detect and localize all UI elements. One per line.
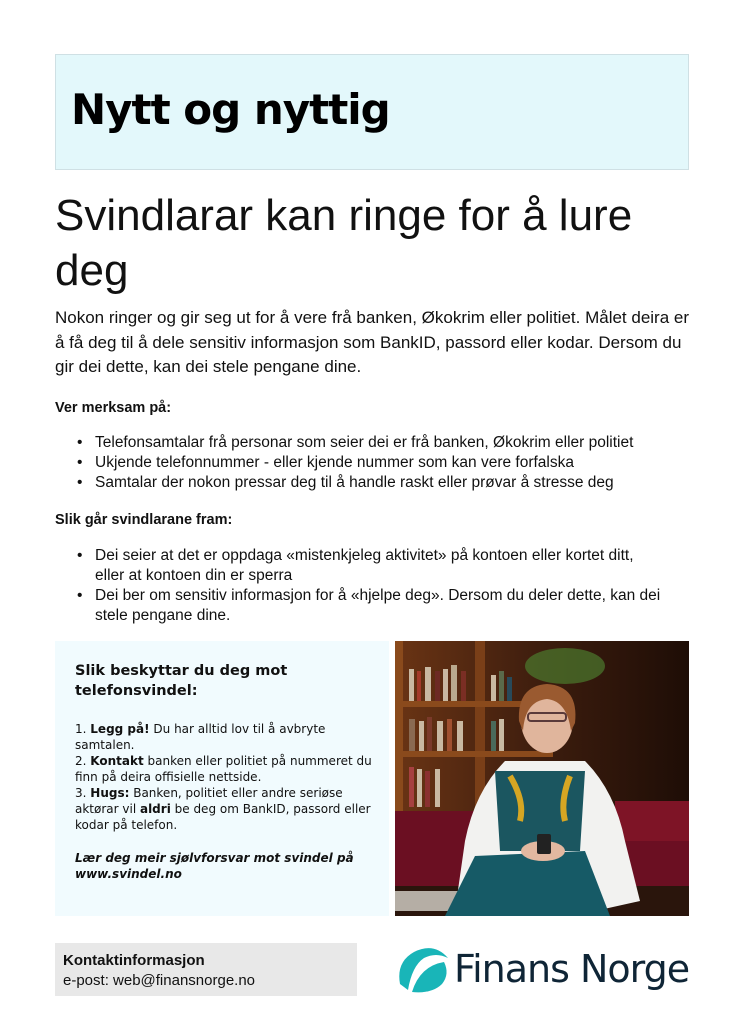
tip-bold: Kontakt <box>90 754 144 768</box>
tip-number: 1. <box>75 722 87 736</box>
logo-text: Finans Norge <box>454 947 690 991</box>
contact-box <box>55 943 357 996</box>
contact-email[interactable]: e-post: web@finansnorge.no <box>63 972 256 989</box>
tips-list <box>75 721 375 833</box>
method-list <box>55 546 695 626</box>
finans-norge-logo <box>394 944 694 996</box>
watch-list <box>55 433 729 493</box>
tips-title: Slik beskyttar du deg mot telefonsvindel: <box>75 663 288 699</box>
tip-bold: aldri <box>139 802 171 816</box>
tip-text: be deg om BankID, passord eller kodar på telefon. <box>75 802 371 832</box>
photo-woman-with-phone <box>395 641 689 916</box>
tip-item <box>75 753 375 785</box>
header-title: Nytt og nyttig <box>71 85 390 134</box>
tips-cta-link[interactable]: Lær deg meir sjølvforsvar mot svindel på www.svindel.no <box>75 851 354 881</box>
tips-box <box>55 641 389 916</box>
tip-item <box>75 721 375 753</box>
tip-text: banken eller politiet på nummeret du finn på deira offisielle nettside. <box>75 754 372 784</box>
list-item: • Telefonsamtalar frå personar som seier dei er frå banken, Økokrim eller politiet <box>95 433 729 453</box>
contact-title: Kontaktinformasjon <box>63 952 205 969</box>
photo-illustration <box>395 641 689 916</box>
finans-norge-logo-icon <box>394 944 450 996</box>
tip-bold: Hugs: <box>90 786 130 800</box>
method-heading: Slik går svindlarane fram: <box>55 512 233 528</box>
tip-item <box>75 785 375 833</box>
list-item: • Dei ber om sensitiv informasjon for å «hjelpe deg». Dersom du deler dette, kan dei stele pengane dine. <box>95 586 695 626</box>
tip-number: 2. <box>75 754 87 768</box>
header-banner <box>55 54 689 170</box>
list-item: • Samtalar der nokon pressar deg til å handle raskt eller prøvar å stresse deg <box>95 473 729 493</box>
list-item: • Ukjende telefonnummer - eller kjende nummer som kan vere forfalska <box>95 453 729 473</box>
tip-number: 3. <box>75 786 87 800</box>
article-intro: Nokon ringer og gir seg ut for å vere frå banken, Økokrim eller politiet. Målet deira er å få deg til å dele sensitiv informasjon som BankID, passord eller kodar. Dersom du gir dei dette, kan dei stele pengane dine. <box>55 308 690 376</box>
list-item: • Dei seier at det er oppdaga «mistenkjeleg aktivitet» på kontoen eller kortet ditt, eller at kontoen din er sperra <box>95 546 635 586</box>
article-title: Svindlarar kan ringe for å lure deg <box>55 191 633 295</box>
tip-bold: Legg på! <box>90 722 150 736</box>
watch-heading: Ver merksam på: <box>55 400 172 416</box>
tip-text: Du har alltid lov til å avbryte samtalen. <box>75 722 326 752</box>
tip-text: Banken, politiet eller andre seriøse aktørar vil <box>75 786 343 816</box>
